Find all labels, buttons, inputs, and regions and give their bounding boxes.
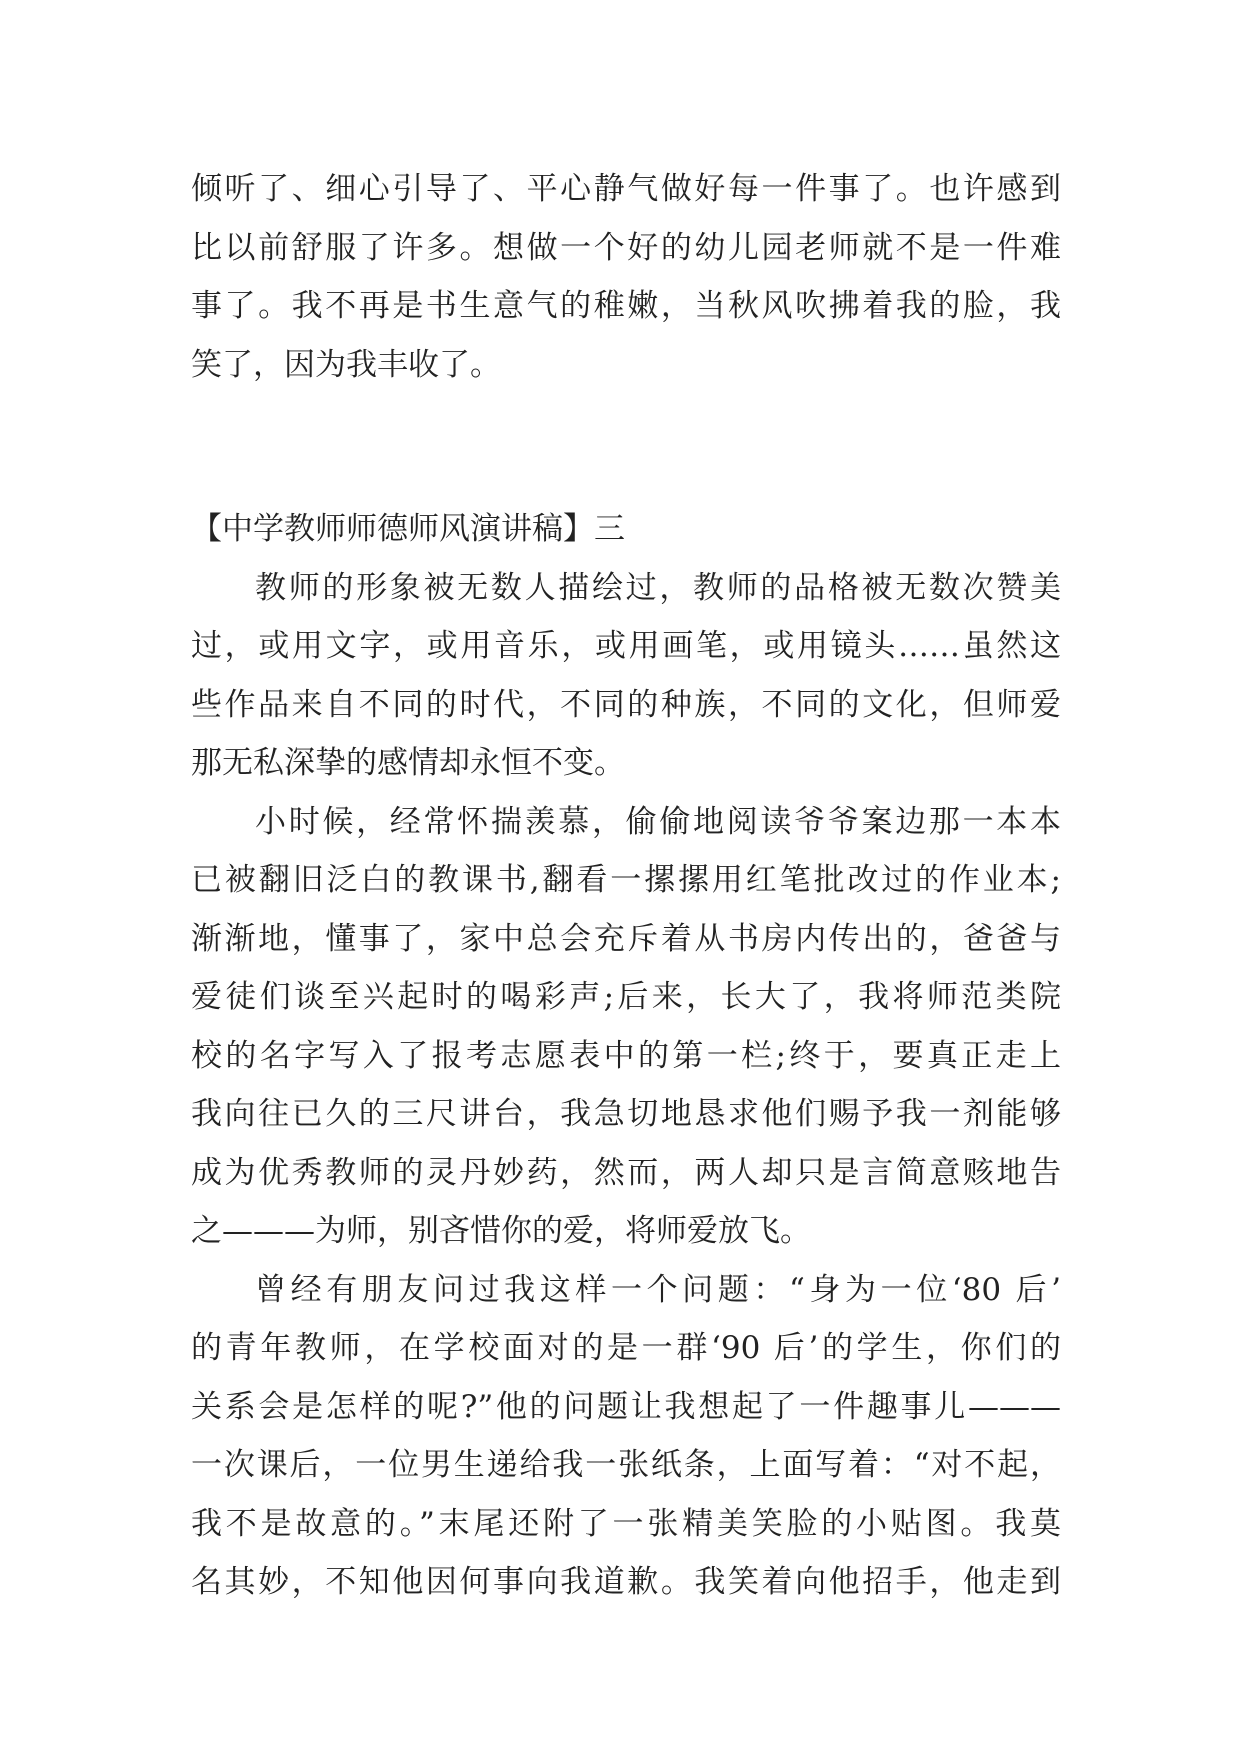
text-line: 些作品来自不同的时代，不同的种族，不同的文化，但师爱: [191, 686, 1061, 723]
text-line: 关系会是怎样的呢?”他的问题让我想起了一件趣事儿———: [191, 1388, 1061, 1425]
text-line: 已被翻旧泛白的教课书,翻看一摞摞用红笔批改过的作业本;: [191, 862, 1061, 898]
text-line: 我向往已久的三尺讲台，我急切地恳求他们赐予我一剂能够: [191, 1096, 1061, 1132]
text-line: 倾听了、细心引导了、平心静气做好每一件事了。也许感到: [191, 171, 1061, 207]
text-line: 我不是故意的。”末尾还附了一张精美笑脸的小贴图。我莫: [191, 1505, 1061, 1542]
text-line: 笑了，因为我丰收了。: [191, 346, 501, 383]
text-line: 过，或用文字，或用音乐，或用画笔，或用镜头……虽然这: [191, 628, 1061, 664]
text-line: 爱徒们谈至兴起时的喝彩声;后来，长大了，我将师范类院: [191, 979, 1061, 1015]
text-line: 小时候，经常怀揣羡慕，偷偷地阅读爷爷案边那一本本: [255, 803, 1061, 840]
paragraph: [191, 793, 1061, 1261]
text-line: 校的名字写入了报考志愿表中的第一栏;终于，要真正走上: [191, 1037, 1061, 1074]
text-line: 一次课后，一位男生递给我一张纸条，上面写着：“对不起，: [191, 1447, 1061, 1483]
paragraph: [191, 1261, 1061, 1612]
text-line: 事了。我不再是书生意气的稚嫩，当秋风吹拂着我的脸，我: [191, 288, 1061, 324]
text-line: 那无私深挚的感情却永恒不变。: [191, 745, 625, 781]
text-line: 之———为师，别吝惜你的爱，将师爱放飞。: [191, 1213, 811, 1249]
section-heading: 【中学教师师德师风演讲稿】三: [191, 511, 625, 547]
paragraph-continuation: [191, 160, 1061, 394]
text-line: 名其妙，不知他因何事向我道歉。我笑着向他招手，他走到: [191, 1564, 1061, 1600]
section-gap: [191, 394, 1061, 500]
text-line: 比以前舒服了许多。想做一个好的幼儿园老师就不是一件难: [191, 229, 1061, 266]
document-page: [191, 160, 1061, 1612]
text-line: 的青年教师，在学校面对的是一群‘90 后’的学生，你们的: [191, 1330, 1061, 1366]
text-line: 渐渐地，懂事了，家中总会充斥着从书房内传出的，爸爸与: [191, 920, 1061, 957]
paragraph: [191, 559, 1061, 793]
text-line: 成为优秀教师的灵丹妙药，然而，两人却只是言简意赅地告: [191, 1154, 1061, 1191]
text-line: 曾经有朋友问过我这样一个问题：“身为一位‘80 后’: [255, 1271, 1061, 1308]
text-line: 教师的形象被无数人描绘过，教师的品格被无数次赞美: [255, 569, 1061, 606]
